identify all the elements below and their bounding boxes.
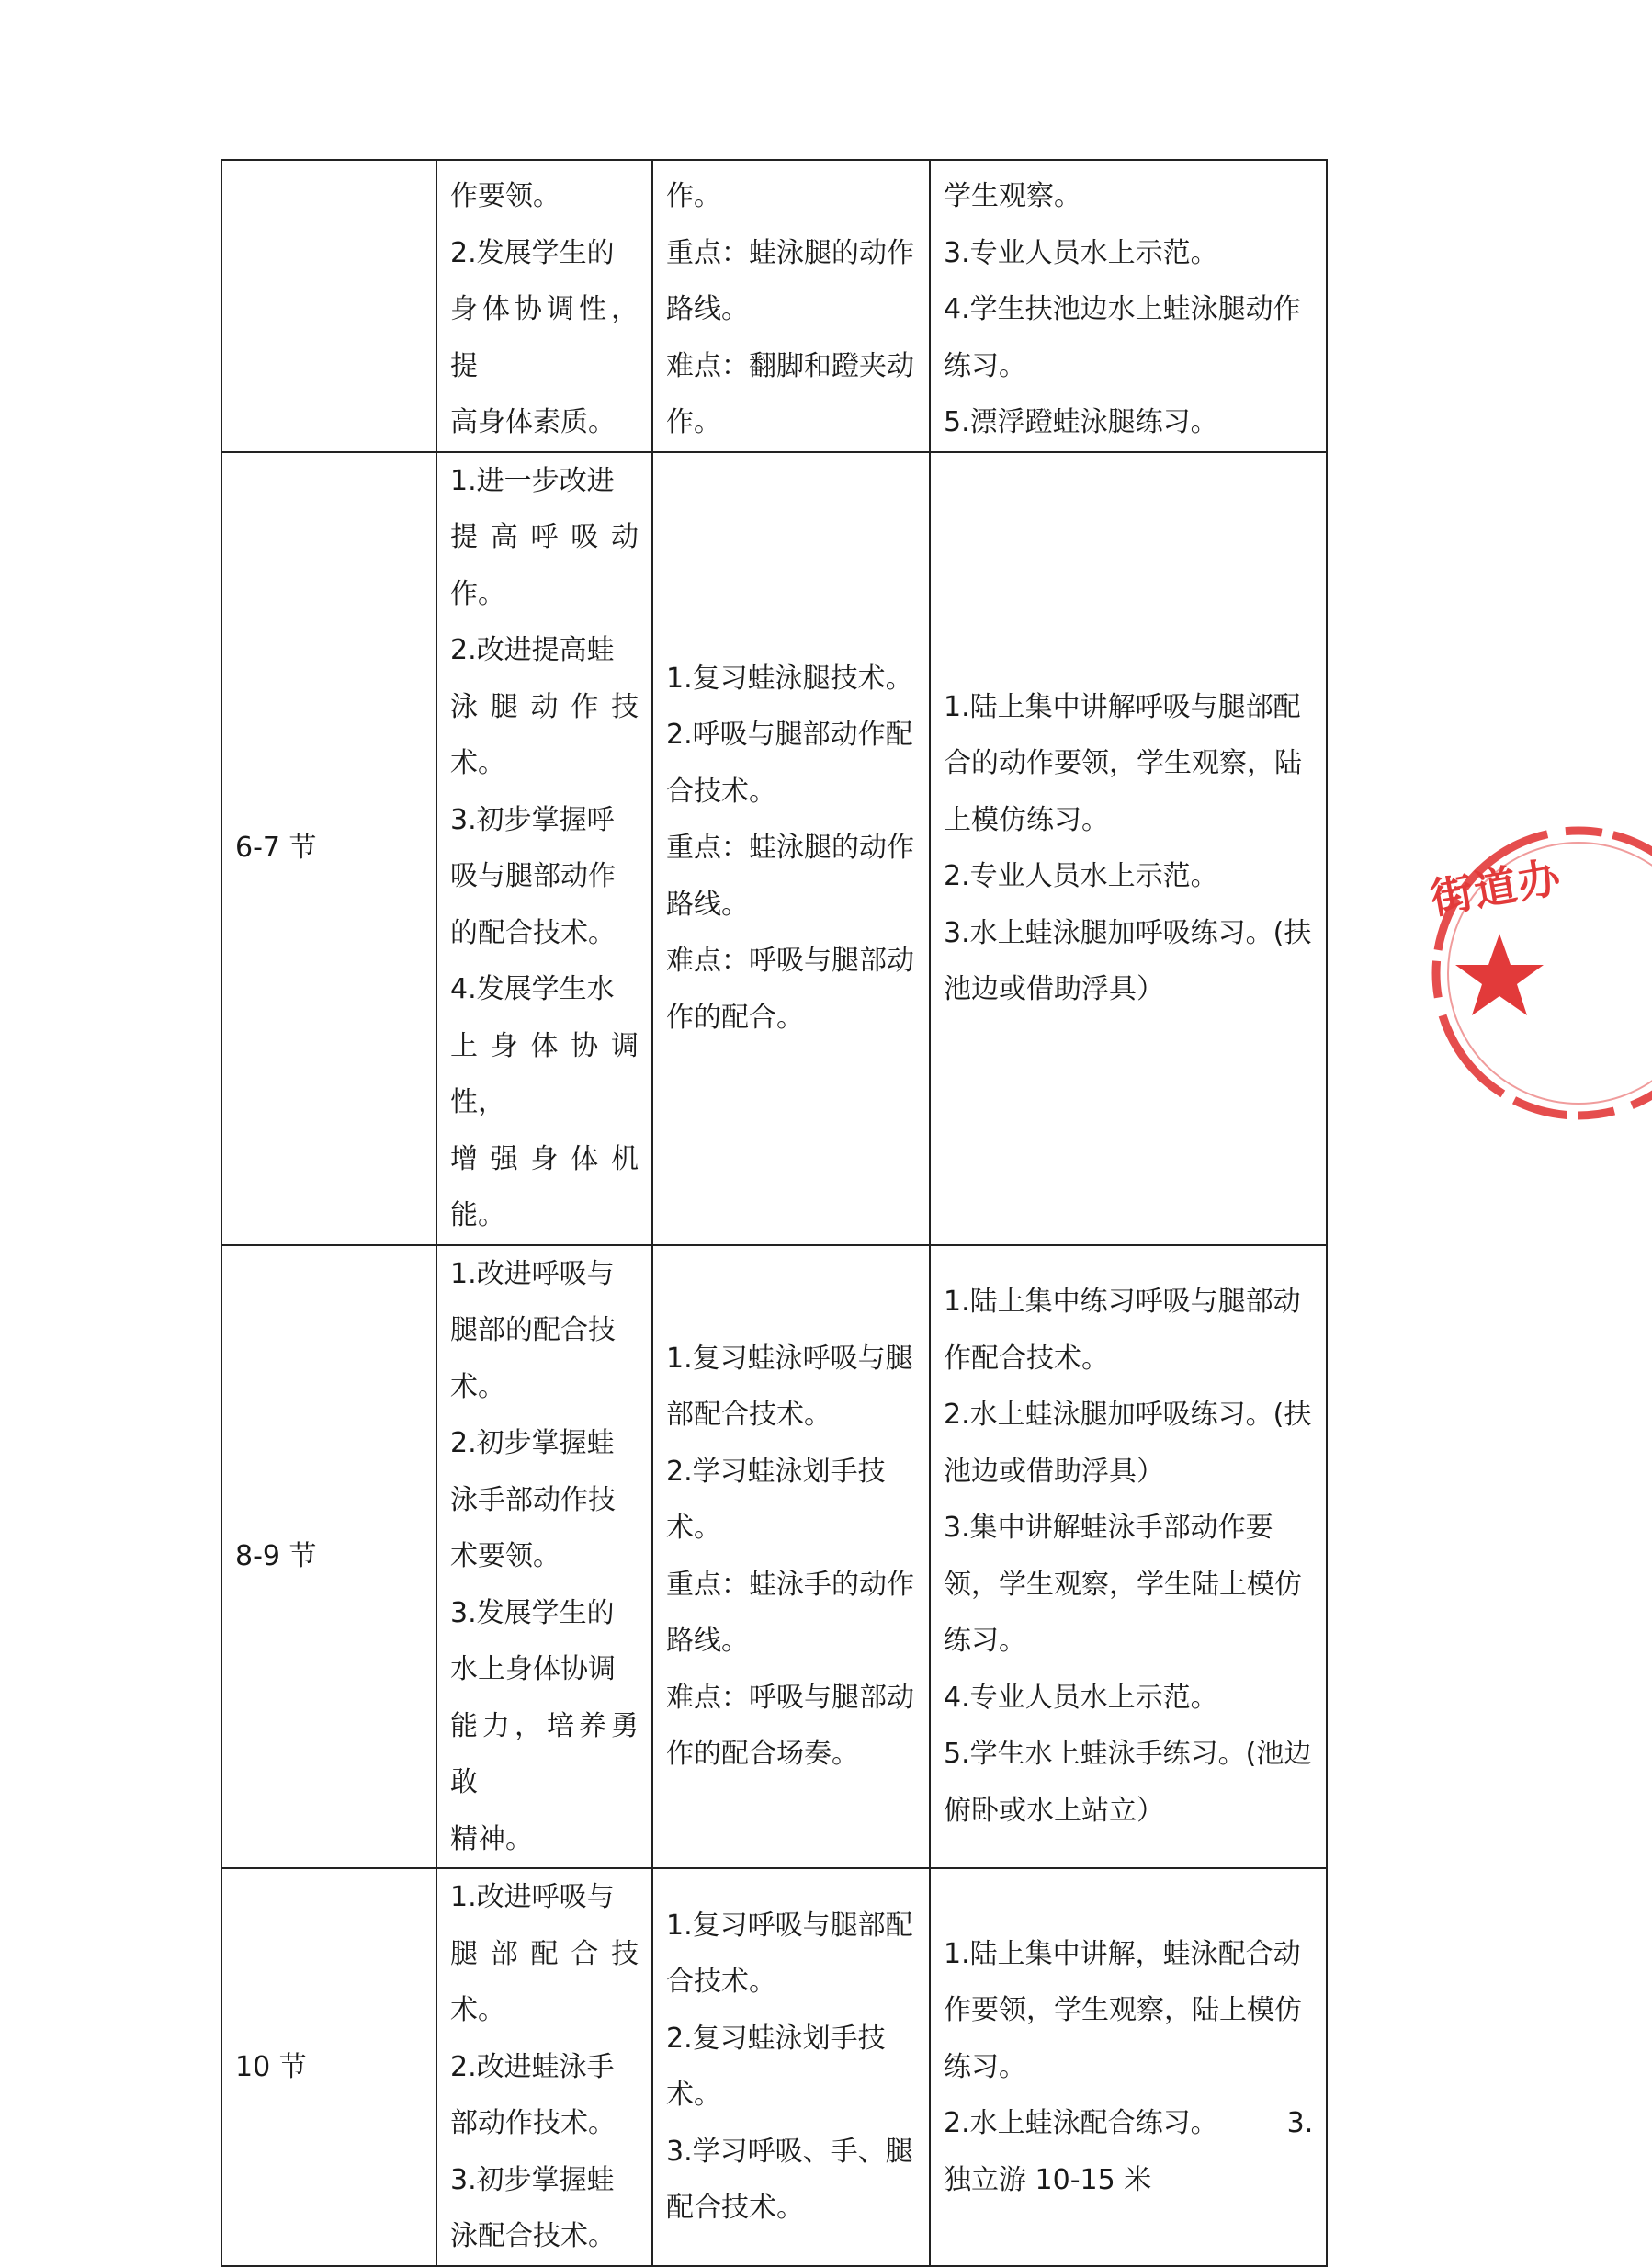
methods-cell	[930, 452, 1327, 1245]
text-line: 1.陆上集中练习呼吸与腿部动	[944, 1286, 1301, 1319]
text-line: 术。	[450, 1370, 505, 1403]
text-line: 合技术。	[666, 775, 776, 808]
lesson-plan-body	[221, 160, 1327, 2266]
content-cell	[652, 1245, 930, 1869]
text-line: 重点：蛙泳手的动作	[666, 1568, 914, 1601]
text-line: 作。	[666, 180, 721, 212]
text-line: 1.陆上集中讲解呼吸与腿部配	[944, 690, 1301, 723]
text-line: 2.学习蛙泳划手技	[666, 1455, 886, 1488]
table-row	[221, 452, 1327, 1245]
text-line: 1.复习呼吸与腿部配	[666, 1909, 913, 1942]
session-cell: 8-9 节	[221, 1245, 436, 1869]
content-cell	[652, 1868, 930, 2266]
text-line: 精神。	[450, 1822, 533, 1855]
text-line: 2.发展学生的	[450, 236, 615, 269]
text-line: 2.水上蛙泳腿加呼吸练习。(扶	[944, 1399, 1312, 1432]
text-line: 配合技术。	[666, 2192, 804, 2225]
objectives-cell	[436, 160, 652, 452]
text-line: 1.改进呼吸与	[450, 1881, 615, 1913]
text-line: 水上身体协调	[450, 1653, 616, 1685]
text-line: 3.水上蛙泳腿加呼吸练习。(扶	[944, 916, 1312, 949]
text-line: 难点：呼吸与腿部动	[666, 1681, 914, 1714]
text-line: 难点：翻脚和蹬夹动	[666, 349, 914, 382]
session-cell	[221, 160, 436, 452]
text-line: 的配合技术。	[450, 916, 616, 949]
content-cell	[652, 160, 930, 452]
objectives-cell	[436, 1868, 652, 2266]
text-line: 术。	[666, 2079, 721, 2112]
text-line: 2.改进蛙泳手	[450, 2050, 615, 2083]
text-line: 1.进一步改进	[450, 464, 615, 497]
methods-cell	[930, 1868, 1327, 2266]
text-line: 路线。	[666, 888, 749, 921]
text-line: 上身体协调性，	[450, 1029, 639, 1118]
text-line: 4.专业人员水上示范。	[944, 1681, 1218, 1714]
table-row	[221, 160, 1327, 452]
text-line: 3.专业人员水上示范。	[944, 236, 1218, 269]
text-line: 3.发展学生的	[450, 1596, 615, 1629]
text-line: 1.陆上集中讲解，蛙泳配合动	[944, 1937, 1301, 1970]
text-line: 池边或借助浮具）	[944, 973, 1164, 1005]
text-line: 学生观察。	[944, 180, 1081, 212]
methods-cell	[930, 1245, 1327, 1869]
text-line: 池边或借助浮具）	[944, 1455, 1164, 1488]
text-line: 独立游 10-15 米	[944, 2163, 1152, 2196]
text-line: 合的动作要领，学生观察，陆	[944, 747, 1302, 779]
text-line: 2.专业人员水上示范。	[944, 860, 1218, 892]
text-line: 3.初步掌握呼	[450, 803, 615, 836]
text-line: 提高呼吸动作。	[450, 521, 639, 610]
text-line: 4.学生扶池边水上蛙泳腿动作	[944, 293, 1301, 325]
text-line: 3.初步掌握蛙	[450, 2163, 615, 2196]
text-line: 2.改进提高蛙	[450, 634, 615, 666]
text-line: 泳配合技术。	[450, 2220, 616, 2252]
text-line: 2.水上蛙泳配合练习。 3.	[944, 2107, 1314, 2139]
text-line: 增强身体机能。	[450, 1142, 639, 1231]
text-line: 上模仿练习。	[944, 803, 1109, 836]
text-line: 作配合技术。	[944, 1342, 1109, 1375]
official-seal	[1422, 825, 1652, 1121]
text-line: 领，学生观察，学生陆上模仿	[944, 1568, 1302, 1601]
text-line: 练习。	[944, 1625, 1026, 1658]
text-line: 5.漂浮蹬蛙泳腿练习。	[944, 406, 1218, 438]
text-line: 重点：蛙泳腿的动作	[666, 832, 914, 865]
text-line: 路线。	[666, 1625, 749, 1658]
text-line: 作的配合场奏。	[666, 1738, 859, 1771]
star-icon	[1455, 934, 1544, 1015]
methods-cell	[930, 160, 1327, 452]
text-line: 腿部的配合技	[450, 1314, 616, 1346]
text-line: 能力，培养勇敢	[450, 1709, 639, 1798]
table-row	[221, 1868, 1327, 2266]
session-cell: 6-7 节	[221, 452, 436, 1245]
text-line: 部配合技术。	[666, 1399, 832, 1432]
table-row	[221, 1245, 1327, 1869]
text-line: 作要领。	[450, 180, 560, 212]
text-line: 俯卧或水上站立）	[944, 1794, 1164, 1827]
text-line: 3.学习呼吸、手、腿	[666, 2135, 913, 2168]
text-line: 术。	[666, 1512, 721, 1545]
text-line: 泳腿动作技术。	[450, 690, 639, 779]
text-line: 作的配合。	[666, 1001, 804, 1034]
text-line: 作要领，学生观察，陆上模仿	[944, 1994, 1302, 2026]
text-line: 吸与腿部动作	[450, 860, 616, 892]
text-line: 泳手部动作技	[450, 1483, 616, 1516]
text-line: 重点：蛙泳腿的动作	[666, 236, 914, 269]
seal-text: 街道办	[1426, 851, 1567, 924]
text-line: 高身体素质。	[450, 406, 616, 438]
text-line: 4.发展学生水	[450, 973, 615, 1005]
text-line: 路线。	[666, 293, 749, 325]
text-line: 身体协调性，提	[450, 293, 639, 382]
text-line: 部动作技术。	[450, 2107, 616, 2139]
text-line: 练习。	[944, 2050, 1026, 2083]
text-line: 难点：呼吸与腿部动	[666, 945, 914, 978]
text-line: 合技术。	[666, 1966, 776, 1999]
text-line: 1.复习蛙泳呼吸与腿	[666, 1342, 913, 1375]
text-line: 术要领。	[450, 1540, 560, 1572]
session-cell: 10 节	[221, 1868, 436, 2266]
text-line: 2.初步掌握蛙	[450, 1427, 615, 1459]
seal-graphic	[1422, 825, 1652, 1121]
content-cell	[652, 452, 930, 1245]
text-line: 3.集中讲解蛙泳手部动作要	[944, 1512, 1273, 1545]
text-line: 2.复习蛙泳划手技	[666, 2022, 886, 2055]
text-line: 1.复习蛙泳腿技术。	[666, 662, 913, 695]
text-line: 5.学生水上蛙泳手练习。(池边	[944, 1738, 1312, 1771]
objectives-cell	[436, 1245, 652, 1869]
text-line: 2.呼吸与腿部动作配	[666, 719, 913, 752]
text-line: 练习。	[944, 349, 1026, 382]
text-line: 1.改进呼吸与	[450, 1257, 615, 1290]
objectives-cell	[436, 452, 652, 1245]
lesson-plan-table	[221, 159, 1328, 2267]
text-line: 腿部配合技术。	[450, 1937, 639, 2026]
text-line: 作。	[666, 406, 721, 438]
